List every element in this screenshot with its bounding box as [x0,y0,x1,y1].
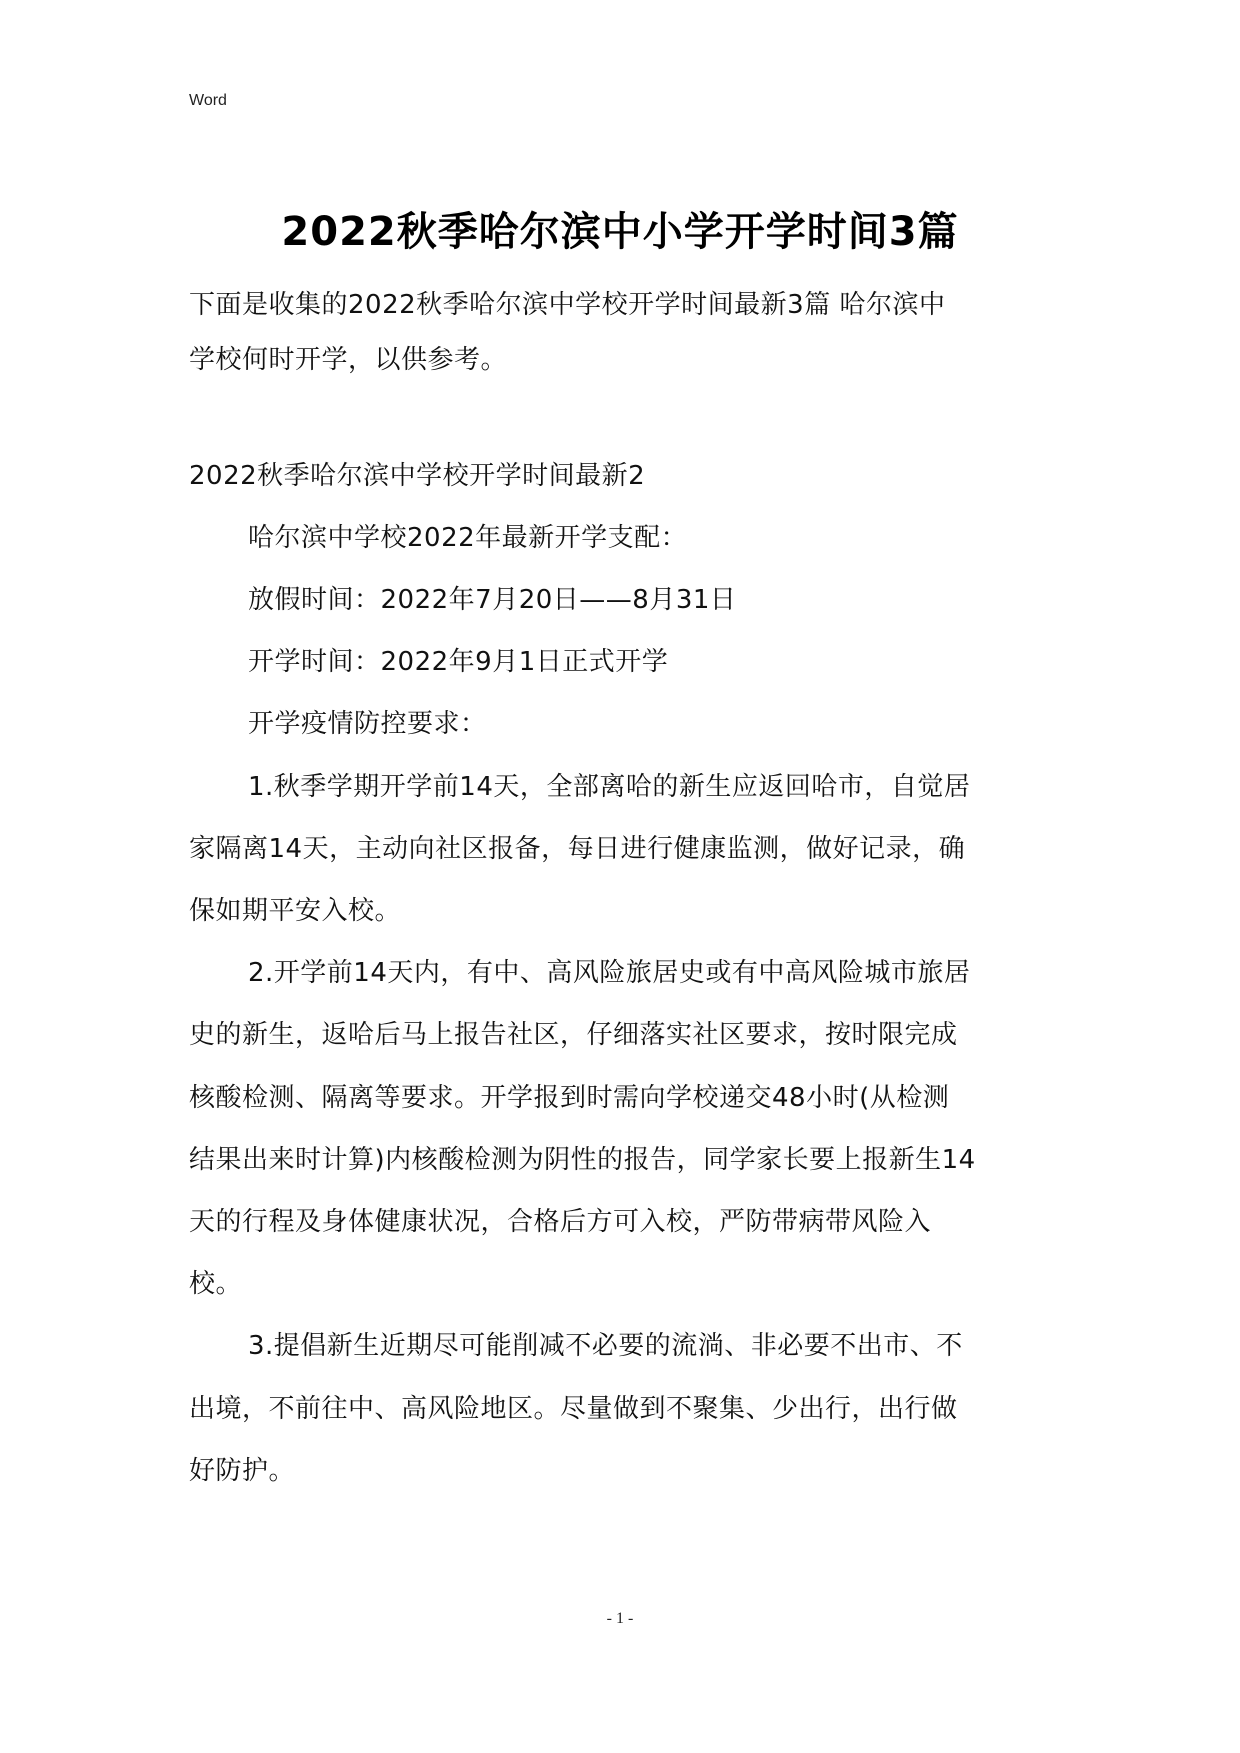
item-1-line: 保如期平安入校。 [189,896,402,926]
item-2-line: 史的新生，返哈后马上报告社区，仔细落实社区要求，按时限完成 [189,1020,958,1050]
page-number: - 1 - [606,1610,634,1627]
item-2-line: 天的行程及身体健康状况，合格后方可入校，严防带病带风险入 [189,1207,932,1237]
item-2-line: 核酸检测、隔离等要求。开学报到时需向学校递交48小时(从检测 [189,1083,950,1113]
section-heading: 2022秋季哈尔滨中学校开学时间最新2 [189,461,646,491]
requirements-heading: 开学疫情防控要求： [248,709,487,739]
item-3-line: 好防护。 [189,1456,296,1486]
document-title: 2022秋季哈尔滨中小学开学时间3篇 [281,209,959,255]
schedule-heading: 哈尔滨中学校2022年最新开学支配： [248,523,688,553]
vacation-time: 放假时间：2022年7月20日——8月31日 [248,585,737,615]
item-2-line: 2.开学前14天内，有中、高风险旅居史或有中高风险城市旅居 [248,958,971,988]
item-2-line: 结果出来时计算)内核酸检测为阴性的报告，同学家长要上报新生14 [189,1145,976,1175]
header-label: Word [189,92,227,109]
intro-line: 学校何时开学，以供参考。 [189,345,508,375]
item-3-line: 3.提倡新生近期尽可能削减不必要的流淌、非必要不出市、不 [248,1331,963,1361]
start-time: 开学时间：2022年9月1日正式开学 [248,647,669,677]
intro-line: 下面是收集的2022秋季哈尔滨中学校开学时间最新3篇 哈尔滨中 [189,290,946,320]
item-1-line: 家隔离14天，主动向社区报备，每日进行健康监测，做好记录，确 [189,834,966,864]
item-2-line: 校。 [189,1269,243,1299]
item-1-line: 1.秋季学期开学前14天，全部离哈的新生应返回哈市，自觉居 [248,772,971,802]
item-3-line: 出境，不前往中、高风险地区。尽量做到不聚集、少出行，出行做 [189,1394,958,1424]
